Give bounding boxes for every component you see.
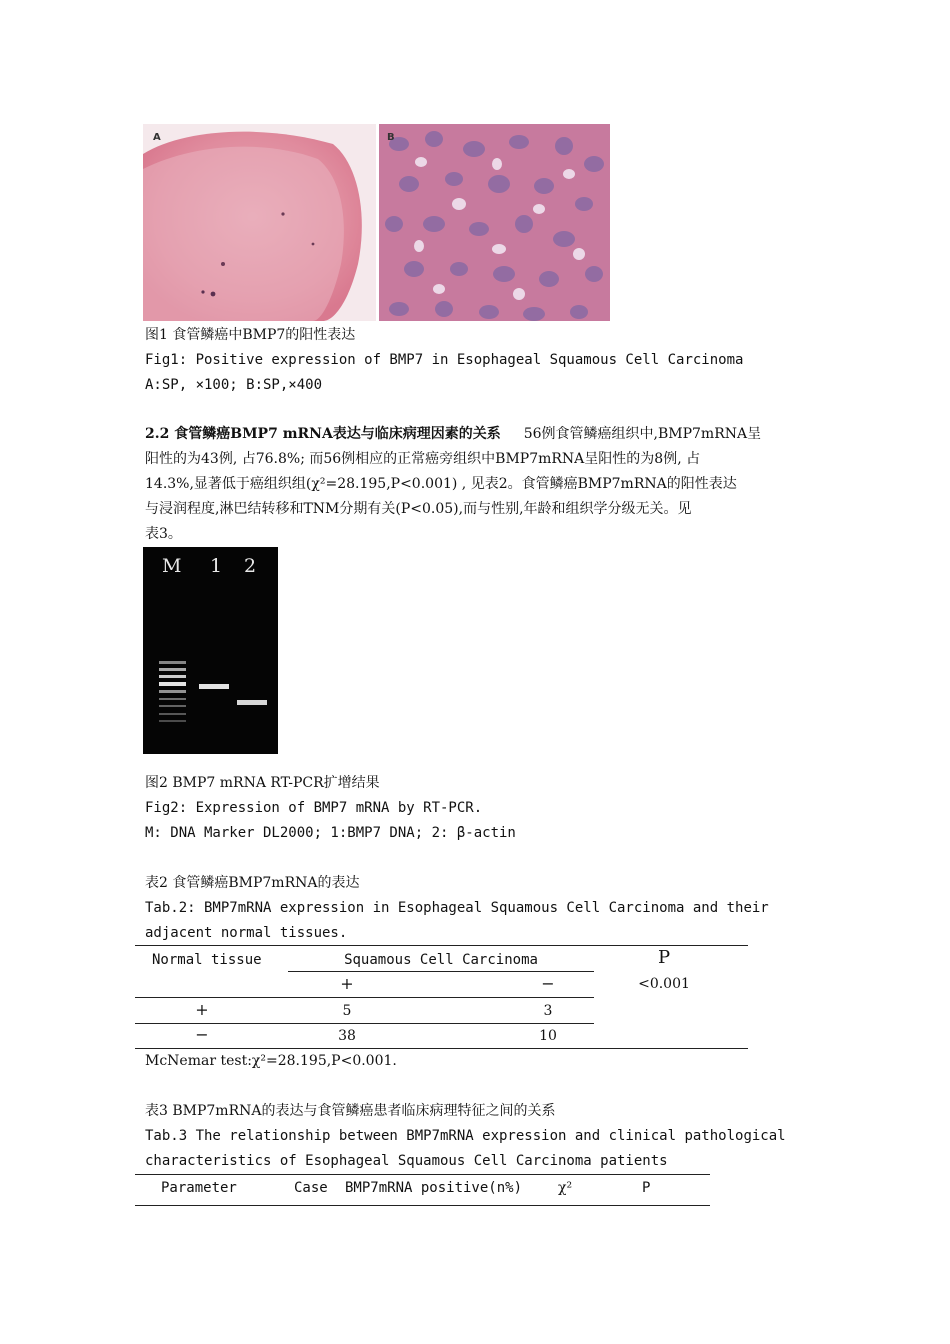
table2-row2-label: − [195, 1025, 209, 1044]
lane-label-1: 1 [210, 555, 223, 577]
table2-row1-neg: 3 [543, 1003, 553, 1019]
table3-header-p: P [642, 1180, 651, 1196]
figure2-caption-cn: 图2 BMP7 mRNA RT-PCR扩增结果 [145, 775, 380, 791]
figure2-caption-en: Fig2: Expression of BMP7 mRNA by RT-PCR. [145, 800, 483, 816]
histology-image-b [379, 124, 610, 321]
histology-image-a [143, 124, 376, 321]
panel-b-label: B [387, 132, 395, 143]
table2-sub-rule [288, 971, 594, 972]
gel-electrophoresis-image [143, 547, 278, 754]
table2-header-normal: Normal tissue [152, 952, 262, 968]
table2-row-rule [135, 1023, 594, 1024]
section-2-2-line2: 阳性的为43例, 占76.8%; 而56例相应的正常癌旁组织中BMP7mRNA呈阳性的为8例, 占 [145, 451, 701, 467]
table3-title-en-line1: Tab.3 The relationship between BMP7mRNA expression and clinical pathological [145, 1128, 786, 1144]
lane-label-2: 2 [244, 555, 257, 577]
table3-title-cn: 表3 BMP7mRNA的表达与食管鳞癌患者临床病理特征之间的关系 [145, 1103, 556, 1119]
figure2-caption-note: M: DNA Marker DL2000; 1:BMP7 DNA; 2: β-actin [145, 825, 516, 841]
table2-title-en-line1: Tab.2: BMP7mRNA expression in Esophageal Squamous Cell Carcinoma and their [145, 900, 769, 916]
section-text: 56例食管鳞癌组织中,BMP7mRNA呈 [523, 426, 762, 442]
table2-sub-positive: + [340, 974, 354, 993]
table3-header-parameter: Parameter [161, 1180, 237, 1196]
figure1-caption-en: Fig1: Positive expression of BMP7 in Esophageal Squamous Cell Carcinoma [145, 352, 744, 368]
lane-label-m: M [162, 555, 182, 577]
table2-header-rule [135, 997, 594, 998]
table3-header-positive: BMP7mRNA positive(n%) [345, 1180, 523, 1196]
table2-footnote: McNemar test:χ²=28.195,P<0.001. [145, 1053, 397, 1069]
table2-row1-pos: 5 [342, 1003, 352, 1019]
table2-title-en-line2: adjacent normal tissues. [145, 925, 348, 941]
table2-p-value: <0.001 [638, 976, 690, 992]
figure1-caption-note: A:SP, ×100; B:SP,×400 [145, 377, 323, 393]
section-2-2-line1 [145, 422, 761, 447]
table3-top-rule [135, 1174, 710, 1175]
table2-row1-label: + [195, 1000, 209, 1019]
section-2-2-line5: 表3。 [145, 526, 182, 542]
table2-header-scc: Squamous Cell Carcinoma [344, 952, 538, 968]
table2-title-cn: 表2 食管鳞癌BMP7mRNA的表达 [145, 875, 360, 891]
table2-top-rule [135, 945, 748, 946]
table3-header-case: Case [294, 1180, 328, 1196]
section-heading: 2.2 食管鳞癌BMP7 mRNA表达与临床病理因素的关系 [145, 426, 501, 442]
figure1-caption-cn: 图1 食管鳞癌中BMP7的阳性表达 [145, 327, 356, 343]
table3-header-chi2: χ² [558, 1180, 573, 1196]
table2-sub-negative: − [541, 974, 555, 993]
table2-row2-neg: 10 [539, 1028, 557, 1044]
table3-title-en-line2: characteristics of Esophageal Squamous Cell Carcinoma patients [145, 1153, 668, 1169]
table2-header-p: P [657, 947, 671, 968]
section-2-2-line3: 14.3%,显著低于癌组织组(χ²=28.195,P<0.001) , 见表2。食管鳞癌BMP7mRNA的阳性表达 [145, 476, 737, 492]
section-2-2-line4: 与浸润程度,淋巴结转移和TNM分期有关(P<0.05),而与性别,年龄和组织学分级无关。见 [145, 501, 692, 517]
table3-header-rule [135, 1205, 710, 1206]
panel-a-label: A [153, 132, 161, 143]
table2-row2-pos: 38 [338, 1028, 356, 1044]
